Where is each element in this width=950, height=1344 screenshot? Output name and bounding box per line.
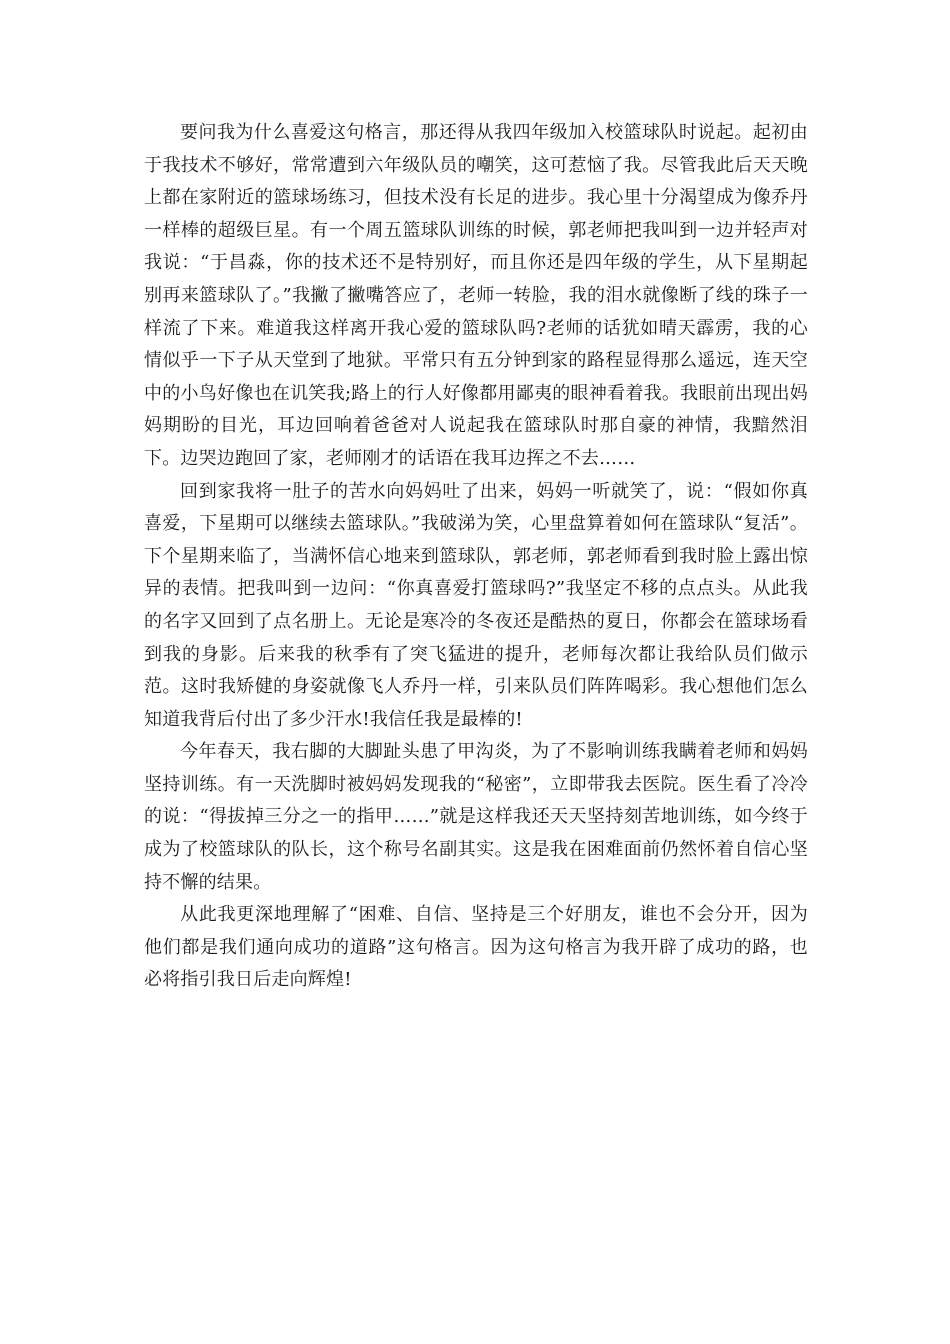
paragraph-1: 要问我为什么喜爱这句格言，那还得从我四年级加入校篮球队时说起。起初由于我技术不够好，常常遭到六年级队员的嘲笑，这可惹恼了我。尽管我此后天天晚上都在家附近的篮球场练习，但技术没有长足的进步。我心里十分渴望成为像乔丹一样棒的超级巨星。有一个周五篮球队训练的时候，郭老师把我叫到一边并轻声对我说：“于昌淼，你的技术还不是特别好，而且你还是四年级的学生，从下星期起别再来篮球队了。”我撇了撇嘴答应了，老师一转脸，我的泪水就像断了线的珠子一样流了下来。难道我这样离开我心爱的篮球队吗?老师的话犹如晴天霹雳，我的心情似乎一下子从天堂到了地狱。平常只有五分钟到家的路程显得那么遥远，连天空中的小鸟好像也在讥笑我;路上的行人好像都用鄙夷的眼神看着我。我眼前出现出妈妈期盼的目光，耳边回响着爸爸对人说起我在篮球队时那自豪的神情，我黯然泪下。边哭边跑回了家，老师刚才的话语在我耳边挥之不去…… [144, 122, 808, 469]
paragraph-4: 从此我更深地理解了“困难、自信、坚持是三个好朋友，谁也不会分开，因为他们都是我们通向成功的道路”这句格言。因为这句格言为我开辟了成功的路，也必将指引我日后走向辉煌! [144, 904, 808, 991]
paragraph-3: 今年春天，我右脚的大脚趾头患了甲沟炎，为了不影响训练我瞒着老师和妈妈坚持训练。有一天洗脚时被妈妈发现我的“秘密”，立即带我去医院。医生看了冷冷的说：“得拔掉三分之一的指甲……”就是这样我还天天坚持刻苦地训练，如今终于成为了校篮球队的队长，这个称号名副其实。这是我在困难面前仍然怀着自信心坚持不懈的结果。 [144, 741, 808, 893]
paragraph-2: 回到家我将一肚子的苦水向妈妈吐了出来，妈妈一听就笑了，说：“假如你真喜爱，下星期可以继续去篮球队。”我破涕为笑，心里盘算着如何在篮球队“复活”。下个星期来临了，当满怀信心地来到篮球队，郭老师，郭老师看到我时脸上露出惊异的表情。把我叫到一边问：“你真喜爱打篮球吗?”我坚定不移的点点头。从此我的名字又回到了点名册上。无论是寒冷的冬夜还是酷热的夏日，你都会在篮球场看到我的身影。后来我的秋季有了突飞猛进的提升，老师每次都让我给队员们做示范。这时我矫健的身姿就像飞人乔丹一样，引来队员们阵阵喝彩。我心想他们怎么知道我背后付出了多少汗水!我信任我是最棒的! [144, 480, 808, 730]
document-body [144, 117, 808, 997]
